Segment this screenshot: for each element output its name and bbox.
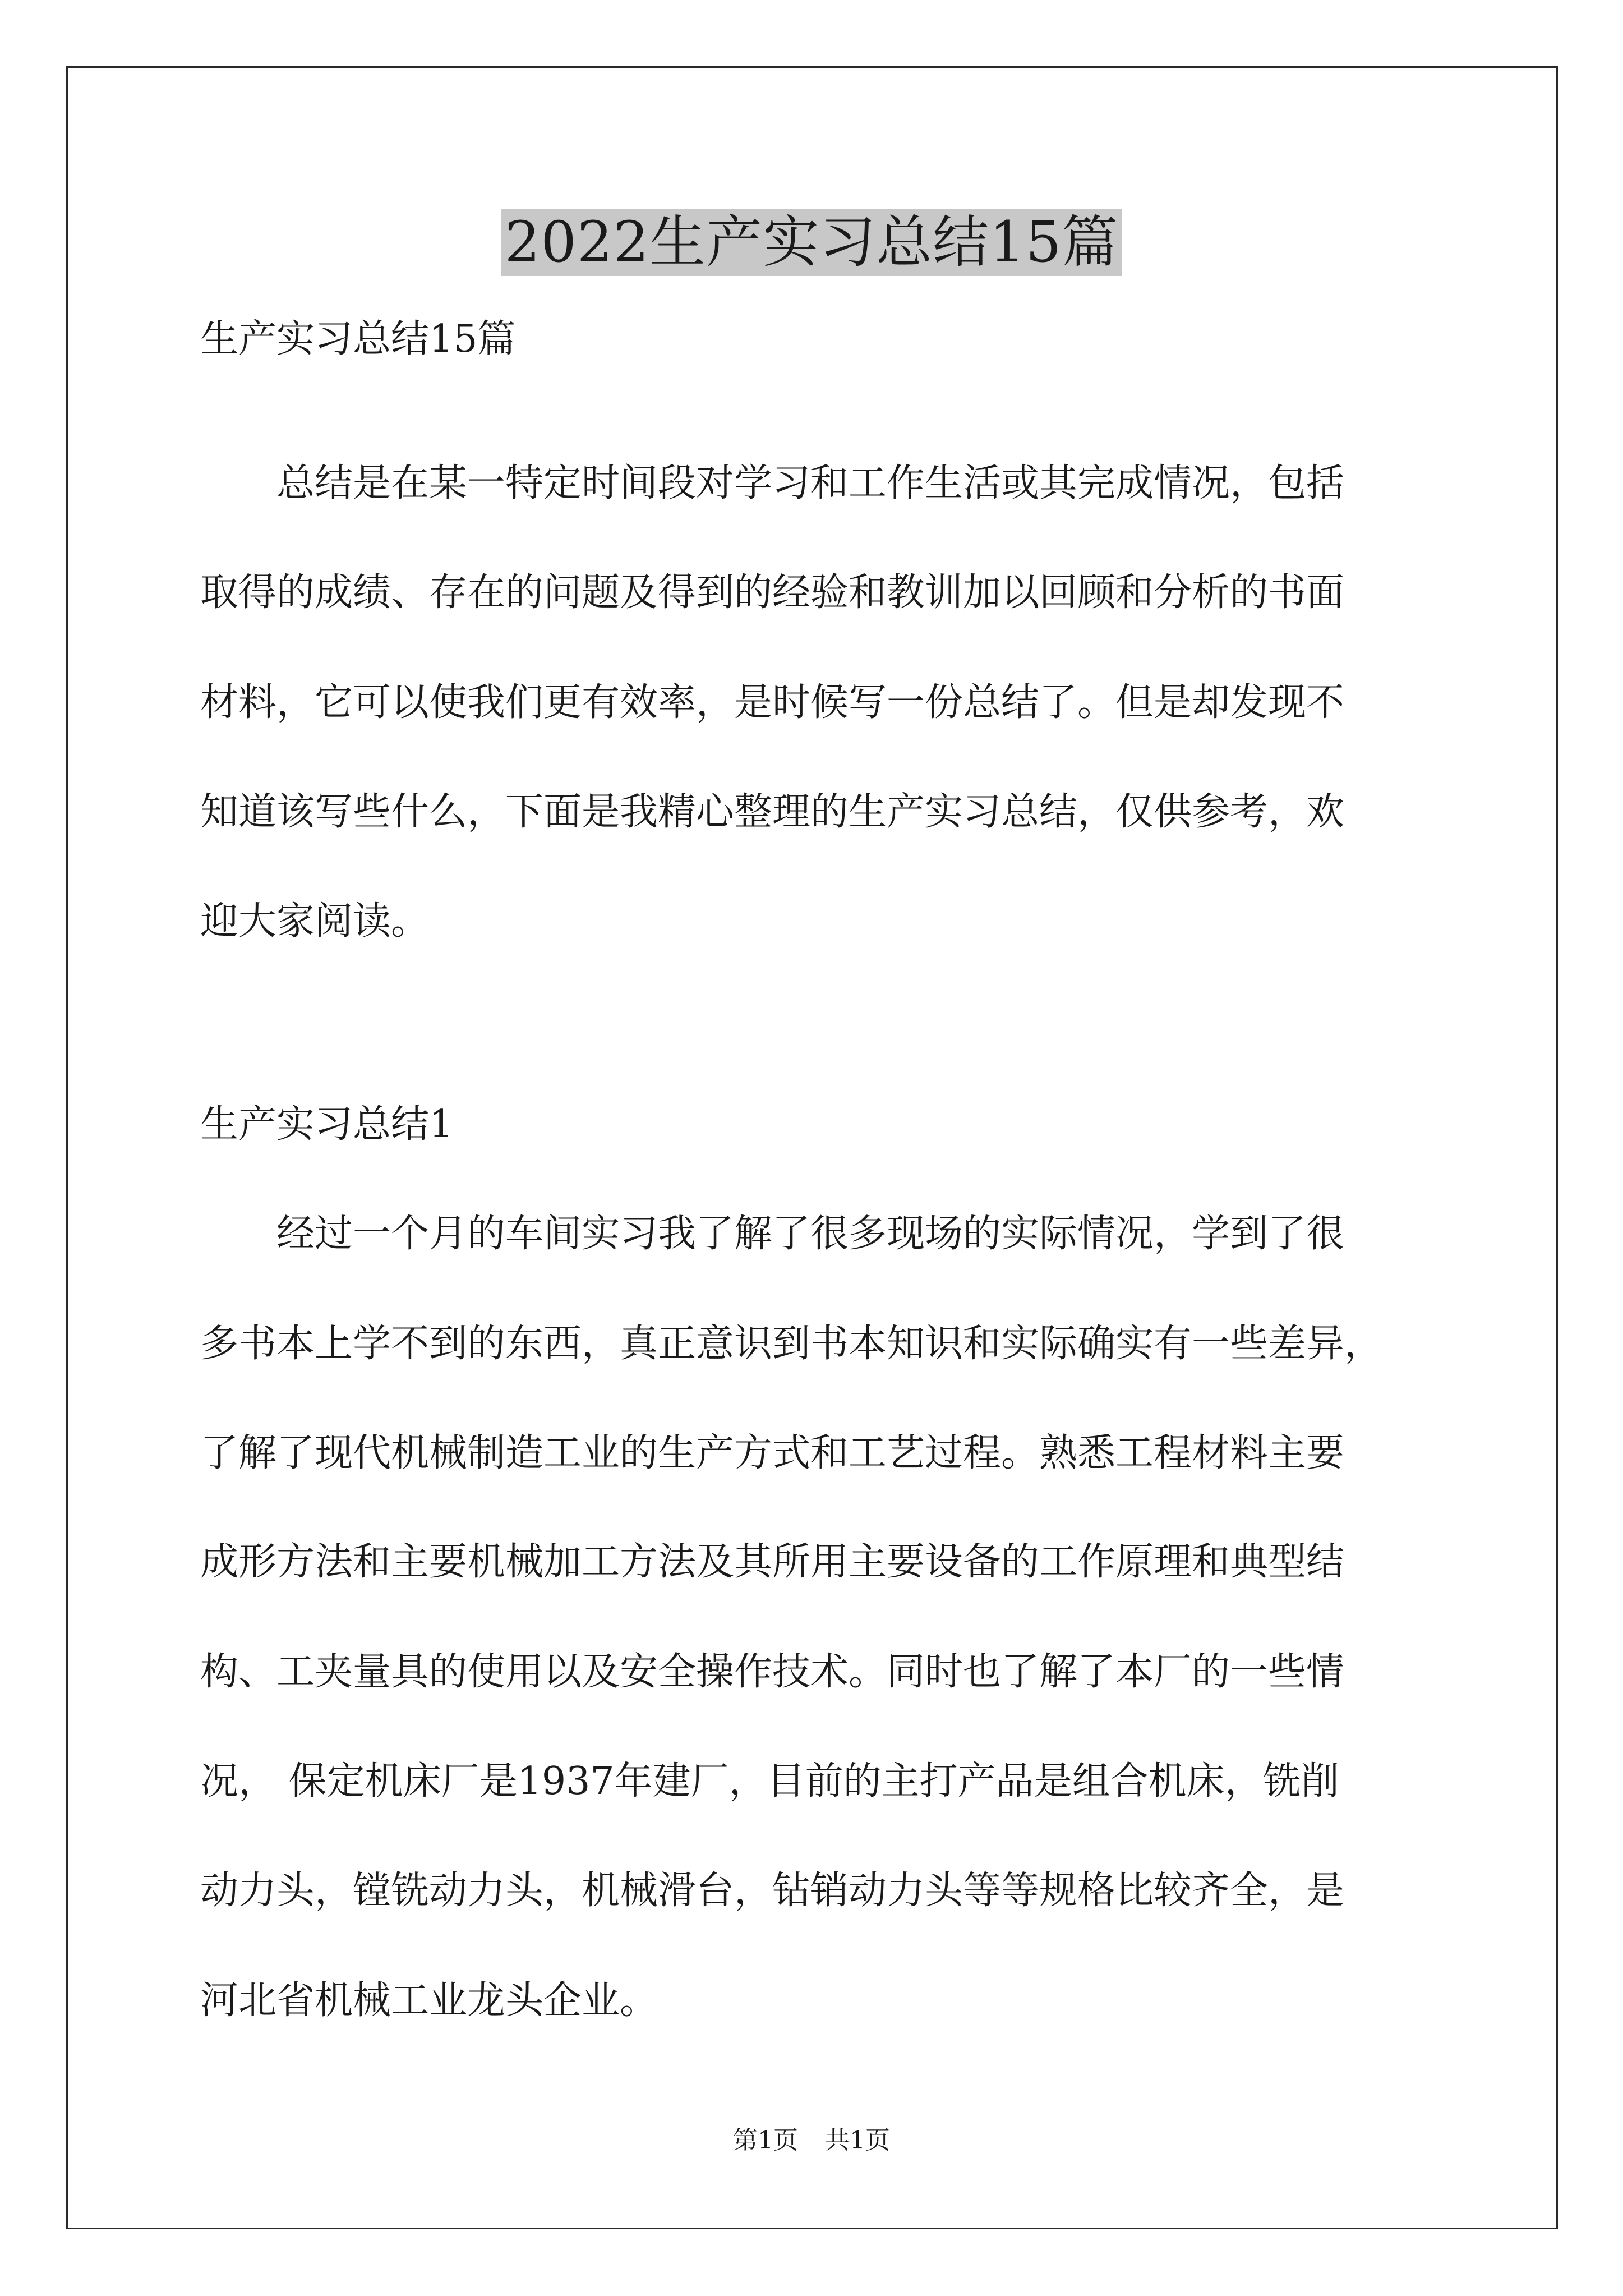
paragraph-line: 总结是在某一特定时间段对学习和工作生活或其完成情况，包括 (200, 461, 1345, 505)
title-container (0, 209, 1623, 276)
paragraph-line: 取得的成绩、存在的问题及得到的经验和教训加以回顾和分析的书面 (200, 570, 1345, 615)
paragraph-line: 动力头，镗铣动力头，机械滑台，钻销动力头等等规格比较齐全，是 (200, 1869, 1345, 1913)
section-heading: 生产实习总结15篇 (200, 317, 516, 361)
paragraph-line: 河北省机械工业龙头企业。 (200, 1978, 658, 2023)
paragraph-line: 经过一个月的车间实习我了解了很多现场的实际情况，学到了很 (200, 1212, 1345, 1256)
paragraph-line: 了解了现代机械制造工业的生产方式和工艺过程。熟悉工程材料主要 (200, 1431, 1345, 1475)
paragraph-line: 况， 保定机床厂是1937年建厂，目前的主打产品是组合机床，铣削 (200, 1759, 1339, 1803)
page-number: 第1页 (733, 2126, 798, 2155)
page-total: 共1页 (825, 2126, 890, 2155)
paragraph-line: 迎大家阅读。 (200, 899, 430, 944)
paragraph-line: 成形方法和主要机械加工方法及其所用主要设备的工作原理和典型结 (200, 1540, 1345, 1584)
paragraph-line: 材料，它可以使我们更有效率，是时候写一份总结了。但是却发现不 (200, 680, 1345, 725)
document-title: 2022生产实习总结15篇 (501, 209, 1122, 276)
paragraph-line: 多书本上学不到的东西，真正意识到书本知识和实际确实有一些差异， (200, 1322, 1383, 1366)
section-heading: 生产实习总结1 (200, 1102, 454, 1147)
page-footer (0, 2125, 1623, 2156)
paragraph-line: 知道该写些什么，下面是我精心整理的生产实习总结，仅供参考，欢 (200, 790, 1345, 834)
paragraph-line: 构、工夹量具的使用以及安全操作技术。同时也了解了本厂的一些情 (200, 1650, 1345, 1694)
